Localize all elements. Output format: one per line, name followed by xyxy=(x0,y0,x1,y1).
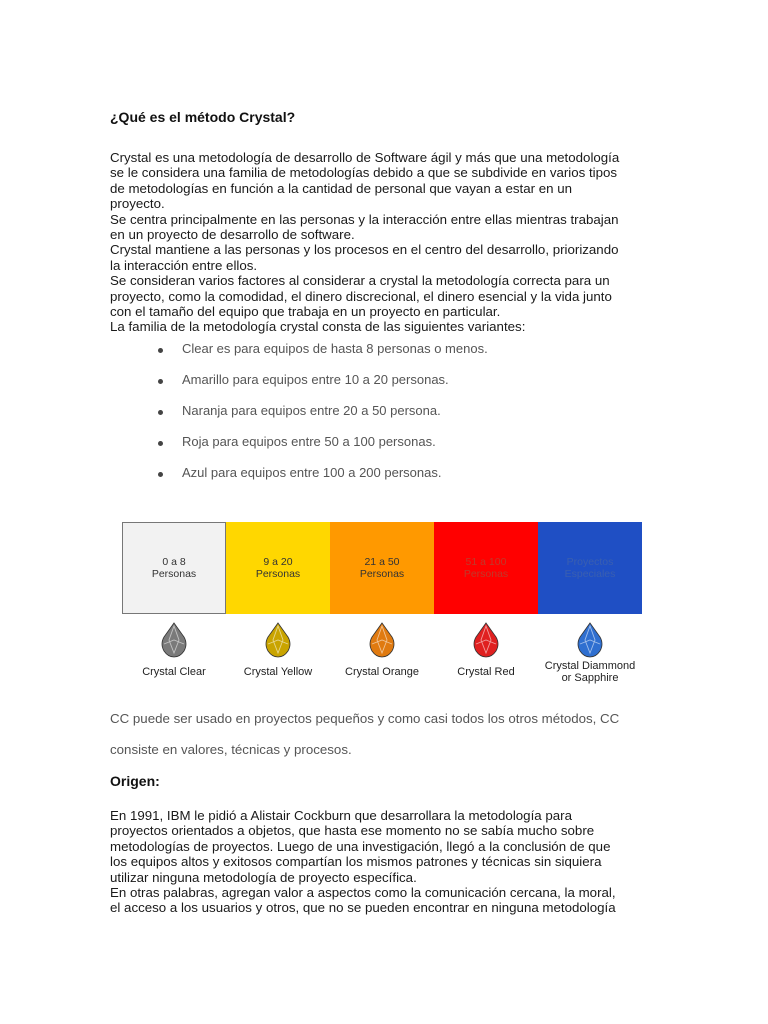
band-label-line: Personas xyxy=(151,568,197,580)
variant-text: Azul para equipos entre 100 a 200 personas. xyxy=(182,465,442,480)
gem-label-line: or Sapphire xyxy=(561,672,619,684)
origin-line: metodologías de proyectos. Luego de una investigación, llegó a la conclusión de que xyxy=(110,838,611,854)
crystal-band xyxy=(434,522,538,614)
gem-label-line: Crystal Diammond xyxy=(544,660,636,672)
intro-line: la interacción entre ellos. xyxy=(110,257,258,273)
crystal-band xyxy=(122,522,226,614)
crystal-band xyxy=(538,522,642,614)
crystal-red-gem-icon xyxy=(472,622,500,658)
intro-paragraph xyxy=(110,150,670,335)
origin-line: utilizar ninguna metodología de proyecto específica. xyxy=(110,869,417,885)
gem-label xyxy=(431,666,541,678)
bullet-icon xyxy=(158,379,163,384)
cc-line: CC puede ser usado en proyectos pequeños y como casi todos los otros métodos, CC xyxy=(110,711,620,726)
band-label-line: 9 a 20 xyxy=(263,556,293,568)
list-item xyxy=(150,340,488,371)
gem-label xyxy=(535,660,645,684)
list-item xyxy=(150,371,488,402)
band-label-line: Proyectos xyxy=(566,556,614,568)
intro-line: Se consideran varios factores al considerar a crystal la metodología correcta para un xyxy=(110,273,610,289)
gem-label-line: Crystal Yellow xyxy=(243,666,313,678)
gem-label-line: Crystal Orange xyxy=(345,666,419,678)
origin-line: En otras palabras, agregan valor a aspectos como la comunicación cercana, la moral, xyxy=(110,885,616,901)
bullet-icon xyxy=(158,410,163,415)
origin-line: los equipos altos y exitosos compartían los mismos patrones y técnicas sin siquiera xyxy=(110,854,602,870)
gem-label xyxy=(327,666,437,678)
variant-text: Roja para equipos entre 50 a 100 personas. xyxy=(182,434,436,449)
variant-text: Clear es para equipos de hasta 8 personas o menos. xyxy=(182,341,488,356)
list-item xyxy=(150,402,488,433)
crystal-band xyxy=(330,522,434,614)
origin-line: el acceso a los usuarios y otros, que no se pueden encontrar en ninguna metodología xyxy=(110,900,616,916)
gem-label-line: Crystal Clear xyxy=(142,666,206,678)
intro-line: con el tamaño del equipo que trabaja en un proyecto en particular. xyxy=(110,304,501,320)
intro-line: proyecto, como la comodidad, el dinero discrecional, el dinero esencial y la vida junto xyxy=(110,288,612,304)
crystal-family-figure xyxy=(122,520,644,690)
origin-line: En 1991, IBM le pidió a Alistair Cockburn que desarrollara la metodología para xyxy=(110,808,572,823)
band-label-line: 0 a 8 xyxy=(162,556,186,568)
crystal-yellow-gem-icon xyxy=(264,622,292,658)
bullet-icon xyxy=(158,441,163,446)
intro-line: en un proyecto de desarrollo de software. xyxy=(110,227,355,243)
intro-line: proyecto. xyxy=(110,196,165,212)
band-label-line: Personas xyxy=(255,568,301,580)
origin-heading: Origen: xyxy=(110,773,160,789)
intro-line: de metodologías en función a la cantidad de personal que vayan a estar en un xyxy=(110,180,573,196)
origin-line: proyectos orientados a objetos, que hasta ese momento no se sabía mucho sobre xyxy=(110,823,595,839)
crystal-clear-gem-icon xyxy=(160,622,188,658)
intro-line: Crystal mantiene a las personas y los procesos en el centro del desarrollo, priorizando xyxy=(110,242,619,258)
crystal-band xyxy=(226,522,330,614)
band-label-line: Especiales xyxy=(564,568,616,580)
intro-line: Se centra principalmente en las personas y la interacción entre ellas mientras trabajan xyxy=(110,211,619,227)
bullet-icon xyxy=(158,472,163,477)
band-label-line: 51 a 100 xyxy=(465,556,507,568)
bullet-icon xyxy=(158,348,163,353)
intro-line: Crystal es una metodología de desarrollo de Software ágil y más que una metodología xyxy=(110,150,620,165)
gem-label xyxy=(119,666,229,678)
cc-line: consiste en valores, técnicas y procesos. xyxy=(110,742,352,757)
variants-list xyxy=(150,340,488,495)
variant-text: Amarillo para equipos entre 10 a 20 personas. xyxy=(182,372,449,387)
band-label-line: 21 a 50 xyxy=(364,556,400,568)
band-label-line: Personas xyxy=(463,568,509,580)
origin-paragraph xyxy=(110,808,670,916)
intro-line: se le considera una familia de metodologías debido a que se subdivide en varios tipos xyxy=(110,165,618,181)
crystal-orange-gem-icon xyxy=(368,622,396,658)
gem-label-line: Crystal Red xyxy=(457,666,515,678)
intro-line: La familia de la metodología crystal consta de las siguientes variantes: xyxy=(110,319,526,335)
list-item xyxy=(150,464,488,495)
gem-label xyxy=(223,666,333,678)
band-label-line: Personas xyxy=(359,568,405,580)
list-item xyxy=(150,433,488,464)
page-title: ¿Qué es el método Crystal? xyxy=(110,109,296,125)
crystal-sapphire-gem-icon xyxy=(576,622,604,658)
variant-text: Naranja para equipos entre 20 a 50 persona. xyxy=(182,403,441,418)
